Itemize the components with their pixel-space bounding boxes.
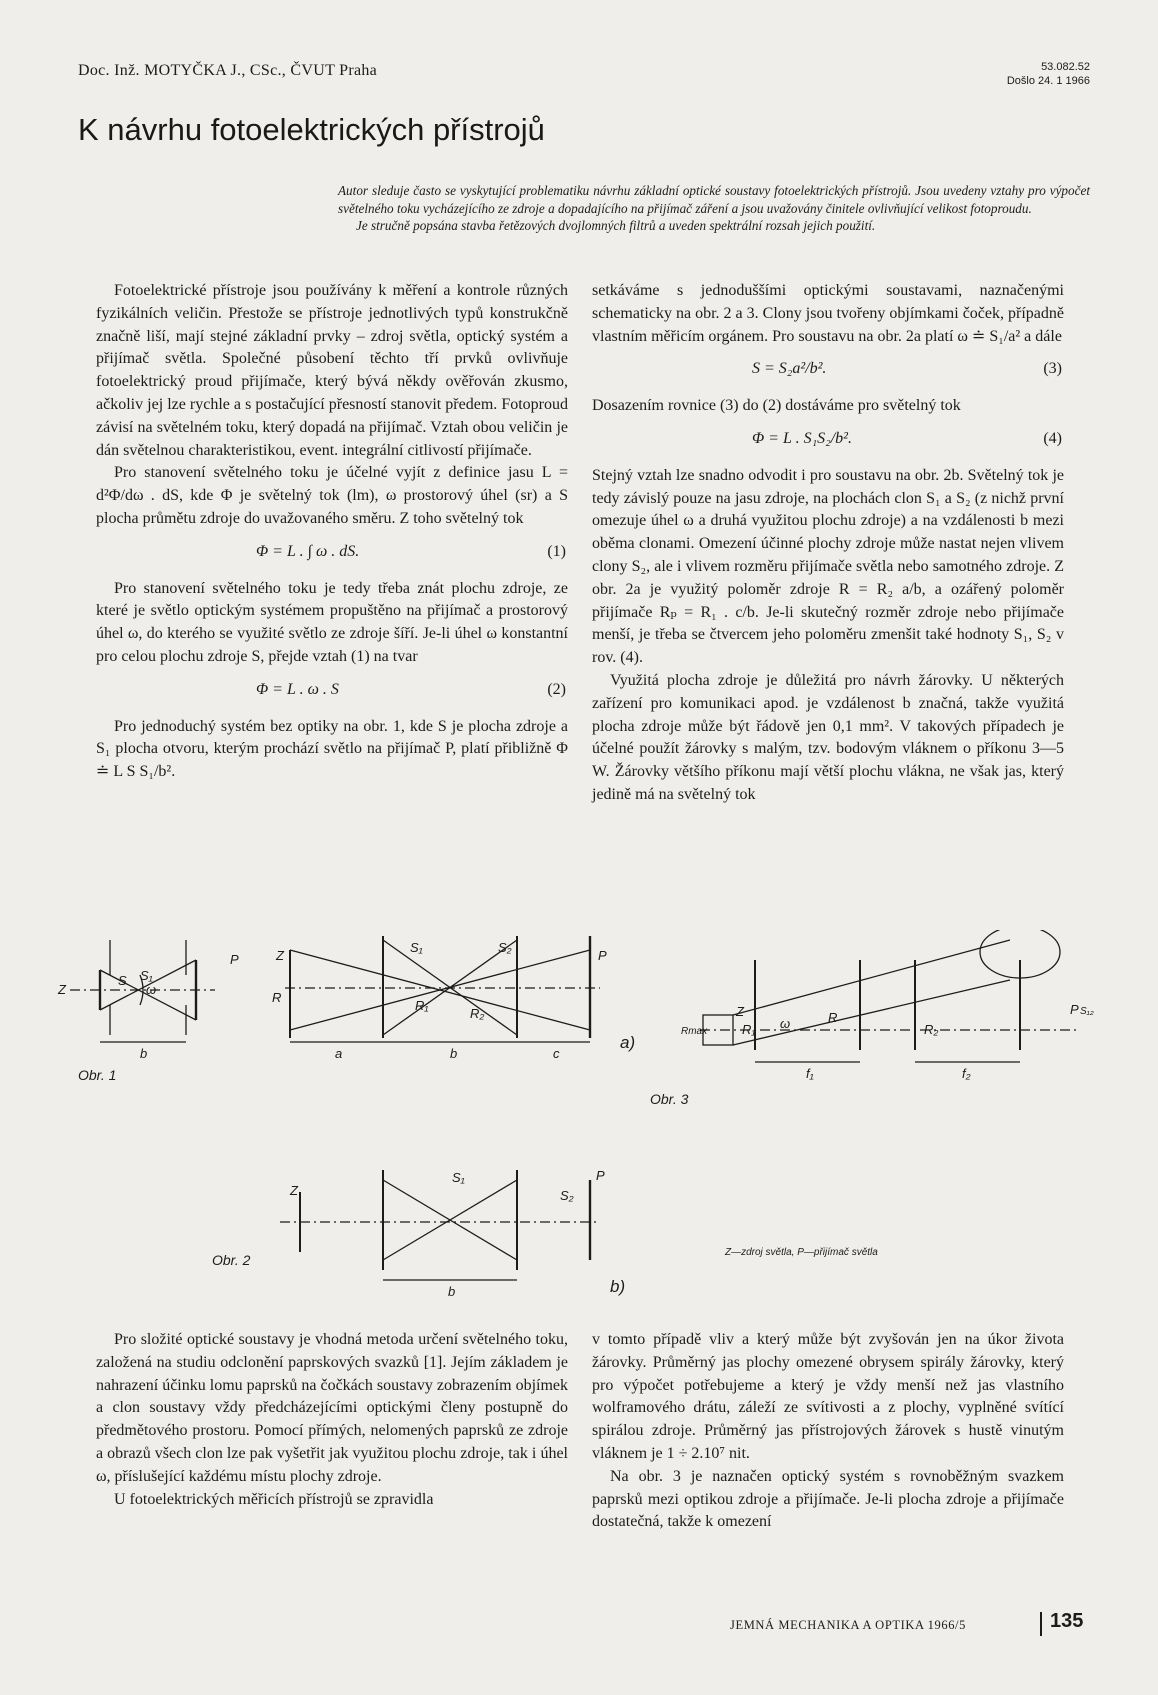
fig2-label-c: c — [553, 1046, 560, 1061]
equation-number: (2) — [547, 680, 566, 698]
equation-4 — [592, 428, 1064, 451]
paragraph: Dosazením rovnice (3) do (2) dostáváme pro světelný tok — [592, 397, 961, 415]
equation-number: (1) — [547, 542, 566, 560]
article-title: K návrhu fotoelektrických přístrojů — [78, 112, 545, 147]
equation-1 — [96, 541, 568, 564]
fig3-label-s12: S₁₂ — [1080, 1006, 1094, 1017]
fig3-label-p: P — [1070, 1002, 1079, 1017]
fig2-part-b: b) — [610, 1277, 626, 1296]
fig1-label-b: b — [140, 1046, 148, 1061]
fig2b-label-s2: S₂ — [560, 1188, 574, 1203]
paragraph: Pro složité optické soustavy je vhodná metoda určení světelného toku, založená na studiu odclonění paprskových svazků [1]. Jejím základem je nahrazení účinku lomu paprsků na čočkách soustavy zobrazením objímek a clon soustavy vždy předcházejícími optickými členy postupně do předmětového prostoru. Pomocí přímých, nelomených paprsků ze zdroje a obrazů všech clon lze pak vyšetřit jak využitou plochu zdroje, tak i úhel ω, příslušející každému místu plochy zdroje. — [96, 1331, 568, 1485]
abstract-paragraph-2: Je stručně popsána stavba řetězových dvojlomných filtrů a uveden spektrální rozsah jejich použití. — [356, 218, 876, 233]
udc-code: 53.082.52 — [1041, 61, 1090, 73]
paragraph: Pro stanovení světelného toku je účelné vyjít z definice jasu L = d²Φ/dω . dS, kde Φ je světelný tok (lm), ω prostorový úhel (sr) a S plocha průmětu zdroje do uvažovaného směru. Z toho světelný tok — [96, 464, 568, 527]
fig2-label-b: b — [450, 1046, 458, 1061]
column-2 — [592, 280, 1064, 807]
fig2-part-a: a) — [620, 1033, 636, 1052]
fig1-label-s: S — [118, 973, 127, 988]
fig2-label-r1: R₁ — [415, 998, 429, 1013]
fig1-label-z: Z — [58, 982, 66, 997]
article-code — [1007, 60, 1090, 88]
fig3-label-rmax: Rmax — [681, 1026, 708, 1037]
paragraph: setkáváme s jednoduššími optickými soustavami, naznačenými schematicky na obr. 2 a 3. Clony jsou tvořeny objímkami čoček, případně vlastním měřicím orgánem. Pro soustavu na obr. 2a platí ω ≐ S₁/a² a dále — [592, 282, 1064, 345]
fig1-caption: Obr. 1 — [78, 1067, 117, 1083]
fig1-label-omega: ω — [146, 982, 157, 997]
paragraph: Stejný vztah lze snadno odvodit i pro soustavu na obr. 2b. Světelný tok je tedy závislý pouze na jasu zdroje, na plochách clon S₁ a S₂ (z nichž první omezuje úhel ω a druhá využitou plochu zdroje) a na vzdálenosti b mezi oběma clonami. Omezení účinné plochy zdroje může nastat nejen vlivem clony S₂, ale i vlivem rozměru přijímače světla nebo samotného zdroje. Z obr. 2a je využitý poloměr zdroje R = R₂ a/b, a ozářený poloměr přijímače Rₚ = R₁ . c/b. Je-li skutečný rozměr zdroje nebo přijímače menší, je třeba se čtvercem jeho poloměru zmenšit také hodnoty S₁, S₂ v rov. (4). — [592, 466, 1064, 667]
fig2b-label-z: Z — [290, 1183, 298, 1198]
fig3-label-f2: f₂ — [962, 1066, 971, 1081]
fig2-label-r: R — [272, 990, 282, 1005]
fig3-caption: Obr. 3 — [650, 1091, 689, 1107]
fig2-caption: Obr. 2 — [212, 1252, 251, 1268]
fig3-label-r1: R₁ — [742, 1022, 756, 1037]
figure-2a-diagram — [285, 936, 600, 1042]
fig2b-label-b: b — [448, 1284, 456, 1299]
abstract — [338, 182, 1090, 235]
fig3-label-r2: R₂ — [924, 1022, 939, 1037]
equation-number: (4) — [1043, 429, 1062, 447]
fig3-label-f1: f₁ — [806, 1066, 814, 1081]
figure-2b-diagram — [280, 1170, 600, 1280]
fig3-label-z: Z — [736, 1004, 744, 1019]
paragraph: U fotoelektrických měřicích přístrojů se zpravidla — [114, 1490, 434, 1508]
fig3-legend: Z—zdroj světla, P—přijímač světla — [725, 1247, 878, 1258]
paragraph: v tomto případě vliv a který může být zvyšován jen na úkor života žárovky. Průměrný jas plochy omezené obrysem spirály žárovky, který pro výpočet potřebujeme a který je vždy menší než jas vlastního wolframového drátu, záleží ze svítivosti a z plochy, vyplněné svítící spirálou zdroje. Průměrný jas přístrojových žárovek s hustě vinutým vláknem je 1 ÷ 2.10⁷ nit. — [592, 1331, 1064, 1462]
paragraph: Pro jednoduchý systém bez optiky na obr. 1, kde S je plocha zdroje a S₁ plocha otvoru, kterým prochází světlo na přijímač P, platí přibližně Φ ≐ L S S₁/b². — [96, 717, 568, 781]
figure-1-diagram — [70, 940, 215, 1042]
fig2b-label-s1: S₁ — [452, 1170, 465, 1185]
fig2-label-s1: S₁ — [410, 940, 423, 955]
figures-area — [0, 930, 1158, 1300]
fig2-label-p: P — [598, 948, 607, 963]
author-line: Doc. Inž. MOTYČKA J., CSc., ČVUT Praha — [78, 62, 378, 79]
paragraph: Na obr. 3 je naznačen optický systém s rovnoběžným svazkem paprsků mezi optikou zdroje a přijímače. Je-li plocha zdroje a přijímače dostatečná, takže k omezení — [592, 1467, 1064, 1531]
journal-footer: JEMNÁ MECHANIKA A OPTIKA 1966/5 — [730, 1618, 966, 1632]
fig3-label-omega: ω — [780, 1016, 791, 1031]
abstract-paragraph-1: Autor sleduje často se vyskytující problematiku návrhu základní optické soustavy fotoelektrických přístrojů. Jsou uvedeny vztahy pro výpočet světelného toku vycházejícího ze zdroje a dopadajícího na přijímač záření a jsou uvažovány činitele ovlivňující velikost fotoproudu. — [338, 183, 1090, 216]
footer-divider — [1040, 1612, 1042, 1636]
equation-formula: S = S₂a²/b². — [752, 360, 827, 378]
received-date: Došlo 24. 1 1966 — [1006, 75, 1090, 87]
column-3 — [96, 1329, 568, 1511]
fig3-label-r: R — [828, 1010, 838, 1025]
fig2-label-z: Z — [276, 948, 284, 963]
paragraph: Fotoelektrické přístroje jsou používány k měření a kontrole různých fyzikálních veličin. Přestože se přístroje jednotlivých typů konstrukčně značně liší, mají stejné základní prvky – zdroj světla, optický systém a přijímač světla. Společné působení těchto tří prvků ovlivňuje fotoelektrický proud přijímače, který bývá někdy ověřován zkusmo, ačkoliv jej lze rychle a s postačující přesností stanovit předem. Fotoproud závisí na světelném toku, který dopadá na přijímač. Vztah obou veličin je dán světelnou charakteristikou, event. integrální citlivostí přijímače. — [96, 282, 568, 459]
equation-3 — [592, 358, 1064, 381]
figure-3-diagram — [700, 930, 1080, 1062]
fig2-label-r2: R₂ — [470, 1006, 485, 1021]
equation-number: (3) — [1043, 360, 1062, 378]
fig2b-label-p: P — [596, 1168, 605, 1183]
page-number: 135 — [1050, 1610, 1084, 1632]
fig2-label-a: a — [335, 1046, 343, 1061]
equation-formula: Φ = L . ∫ ω . dS. — [256, 542, 360, 560]
equation-2 — [96, 679, 568, 702]
column-1 — [96, 280, 568, 784]
equation-formula: Φ = L . S₁S₂/b². — [752, 429, 852, 447]
paragraph: Pro stanovení světelného toku je tedy třeba znát plochu zdroje, ze které je světlo optickým systémem propuštěno na přijímač a prostorový úhel ω, do kterého se využité světlo ze zdroje šíří. Je-li úhel ω konstantní pro celou plochu zdroje S, přejde vztah (1) na tvar — [96, 579, 568, 665]
fig1-label-s1: S₁ — [140, 968, 153, 983]
fig1-label-p: P — [230, 952, 239, 967]
paragraph: Využitá plocha zdroje je důležitá pro návrh žárovky. U některých zařízení pro komunikaci apod. je vzdálenost b značná, takže využitá plocha zdroje může být řádově jen 0,1 mm². V takových případech je účelné použít žárovky s malým, tzv. bodovým vláknem o příkonu 3—5 W. Žárovky většího příkonu mají větší plochu vlákna, ne však jas, který jedině má na světelný tok — [592, 671, 1064, 803]
fig2-label-s2: S₂ — [498, 940, 512, 955]
equation-formula: Φ = L . ω . S — [256, 680, 339, 698]
column-4 — [592, 1329, 1064, 1534]
